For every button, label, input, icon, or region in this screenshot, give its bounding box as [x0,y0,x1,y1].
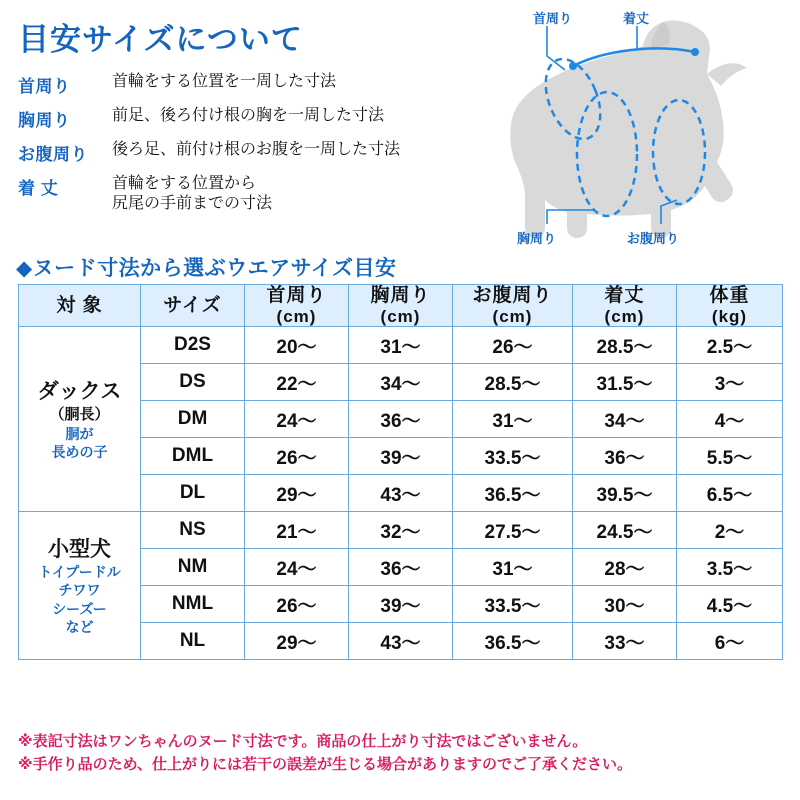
neck-leader-line [547,26,565,70]
group-note-line2: 長めの子 [51,443,108,460]
cell-weight: 5.5〜 [677,438,783,475]
cell-length: 28〜 [573,549,677,586]
cell-neck: 24〜 [245,549,349,586]
cell-chest: 39〜 [349,438,453,475]
cell-chest: 36〜 [349,549,453,586]
group-note-line4: など [65,618,94,635]
group-note-line1: トイプードル [38,564,121,581]
cell-length: 30〜 [573,586,677,623]
column-header-chest-unit: (cm) [380,306,421,326]
length-end-dot [691,48,699,56]
cell-chest: 32〜 [349,512,453,549]
column-header-length-label: 着丈 [604,285,645,306]
definition-description [112,174,272,214]
group-note-line3: シーズー [52,600,107,617]
cell-length: 33〜 [573,623,677,660]
cell-belly: 26〜 [453,327,573,364]
cell-weight: 6〜 [677,623,783,660]
cell-weight: 4〜 [677,401,783,438]
cell-size: DM [141,401,245,438]
definition-description: 首輪をする位置を一周した寸法 [112,73,337,90]
chest-label: 胸周り [517,231,557,246]
cell-size: D2S [141,327,245,364]
group-cell-dachshund [19,327,141,512]
cell-chest: 34〜 [349,364,453,401]
cell-neck: 24〜 [245,401,349,438]
cell-belly: 33.5〜 [453,438,573,475]
cell-neck: 26〜 [245,438,349,475]
cell-length: 34〜 [573,401,677,438]
definition-row [18,140,488,165]
cell-belly: 31〜 [453,549,573,586]
cell-chest: 39〜 [349,586,453,623]
cell-length: 28.5〜 [573,327,677,364]
cell-size: DML [141,438,245,475]
dog-silhouette-svg [455,4,795,254]
column-header-length-unit: (cm) [604,306,645,326]
column-header-size-label: サイズ [163,294,222,316]
cell-size: NML [141,586,245,623]
definition-row [18,106,488,131]
column-header-size [141,285,245,327]
definition-description-line2: 尻尾の手前までの寸法 [112,195,273,212]
cell-neck: 26〜 [245,586,349,623]
length-label: 着丈 [623,11,650,26]
neck-label: 首周り [533,11,573,26]
cell-weight: 3.5〜 [677,549,783,586]
length-start-dot [569,62,577,70]
group-note-line2: チワワ [58,582,101,599]
table-row [19,327,783,364]
cell-size: DL [141,475,245,512]
cell-length: 39.5〜 [573,475,677,512]
column-header-weight-label: 体重 [709,285,750,306]
dog-body-shape [510,21,733,239]
footnote-1: ※表記寸法はワンちゃんのヌード寸法です。商品の仕上がり寸法ではございません。 [18,733,588,750]
cell-belly: 27.5〜 [453,512,573,549]
cell-belly: 28.5〜 [453,364,573,401]
definition-description: 後ろ足、前付け根のお腹を一周した寸法 [112,141,401,158]
column-header-target-label: 対 象 [56,294,103,316]
belly-label: お腹周り [627,231,680,246]
table-head [19,285,783,327]
cell-length: 31.5〜 [573,364,677,401]
cell-belly: 31〜 [453,401,573,438]
definition-description: 前足、後ろ付け根の胸を一周した寸法 [112,107,385,124]
cell-neck: 29〜 [245,623,349,660]
footnotes [18,730,788,777]
cell-belly: 36.5〜 [453,475,573,512]
cell-neck: 29〜 [245,475,349,512]
size-table [18,284,783,660]
cell-weight: 4.5〜 [677,586,783,623]
column-header-neck-unit: (cm) [276,306,317,326]
cell-size: DS [141,364,245,401]
column-header-weight [677,285,783,327]
cell-weight: 2〜 [677,512,783,549]
column-header-chest-label: 胸周り [370,285,431,306]
definition-term: 胸周り [18,111,71,130]
column-header-weight-unit: (kg) [711,306,748,326]
cell-belly: 33.5〜 [453,586,573,623]
group-subname: （胴長） [49,406,110,424]
definition-term: 着 丈 [18,179,59,198]
cell-chest: 36〜 [349,401,453,438]
table-row [19,512,783,549]
group-cell-small-dog [19,512,141,660]
column-header-chest [349,285,453,327]
definition-term: 首周り [18,77,71,96]
measurement-definitions [18,72,488,223]
cell-belly: 36.5〜 [453,623,573,660]
column-header-belly-label: お腹周り [472,285,553,306]
definition-row [18,174,488,214]
definition-description-line1: 首輪をする位置から [112,175,257,192]
dog-measurement-illustration [455,4,795,254]
cell-length: 24.5〜 [573,512,677,549]
column-header-belly [453,285,573,327]
cell-weight: 2.5〜 [677,327,783,364]
cell-size: NS [141,512,245,549]
cell-chest: 31〜 [349,327,453,364]
cell-weight: 6.5〜 [677,475,783,512]
cell-neck: 21〜 [245,512,349,549]
definition-row [18,72,488,97]
cell-chest: 43〜 [349,623,453,660]
cell-length: 36〜 [573,438,677,475]
section-title: ◆ヌード寸法から選ぶウエアサイズ目安 [16,257,397,280]
group-name: 小型犬 [48,537,111,561]
cell-neck: 20〜 [245,327,349,364]
table-body [19,327,783,660]
group-note-line1: 胴が [65,425,94,442]
column-header-length [573,285,677,327]
cell-weight: 3〜 [677,364,783,401]
cell-size: NM [141,549,245,586]
page-title: 目安サイズについて [18,22,303,57]
cell-neck: 22〜 [245,364,349,401]
dog-tail-shape [707,63,747,86]
footnote-2: ※手作り品のため、仕上がりには若干の誤差が生じる場合がありますのでご了承ください。 [18,756,632,774]
cell-size: NL [141,623,245,660]
column-header-target [19,285,141,327]
group-name: ダックス [37,379,122,403]
column-header-neck-label: 首周り [266,285,327,306]
cell-chest: 43〜 [349,475,453,512]
column-header-belly-unit: (cm) [492,306,533,326]
column-header-neck [245,285,349,327]
table-header-row [19,285,783,327]
definition-term: お腹周り [18,145,88,164]
